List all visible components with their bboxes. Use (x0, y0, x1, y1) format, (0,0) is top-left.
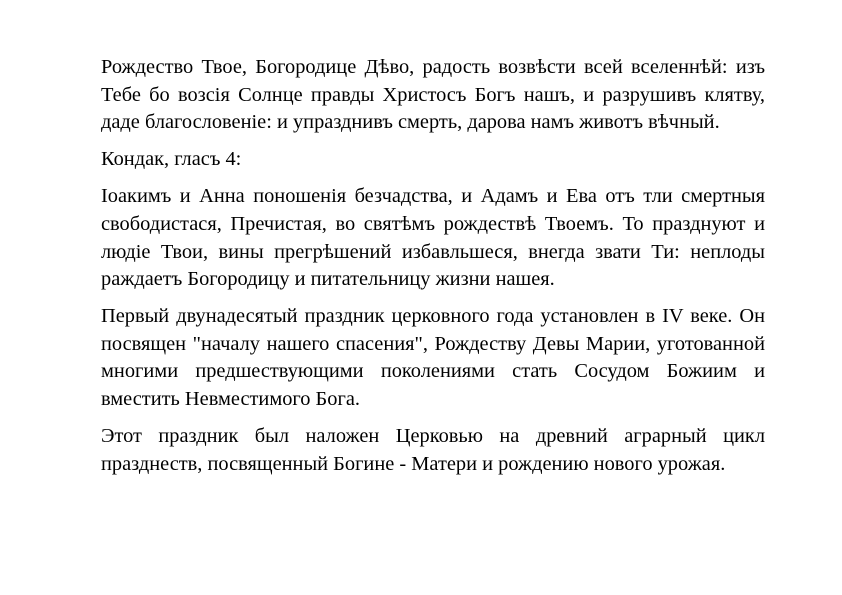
feast-origin-paragraph: Этот праздник был наложен Церковью на древний аграрный цикл празднеств, посвященный Богине - Матери и рождению нового урожая. (101, 425, 765, 475)
document-body (101, 54, 765, 488)
kontakion-heading: Кондак, гласъ 4: (101, 148, 242, 171)
troparion-paragraph: Рождество Твое, Богородице Дѣво, радость возвѣсти всей вселеннѣй: изъ Тебе бо возсія Солнце правды Христосъ Богъ нашъ, и разрушивъ клятву, даде благословеніе: и упразднивъ смерть, дарова намъ животъ вѣчный. (101, 56, 765, 134)
feast-history-paragraph: Первый двунадесятый праздник церковного года установлен в IV веке. Он посвящен "началу нашего спасения", Рождеству Девы Марии, уготованной многими предшествующими поколениями стать Сосудом Божиим и вместить Невместимого Бога. (101, 305, 765, 411)
kontakion-paragraph: Іоакимъ и Анна поношенія безчадства, и Адамъ и Ева отъ тли смертныя свободистася, Пречистая, во святѣмъ рождествѣ Твоемъ. То празднуют и людіе Твои, вины прегрѣшений избавльшеся, внегда звати Ти: неплоды раждаетъ Богородицу и питательницу жизни нашея. (101, 185, 765, 291)
